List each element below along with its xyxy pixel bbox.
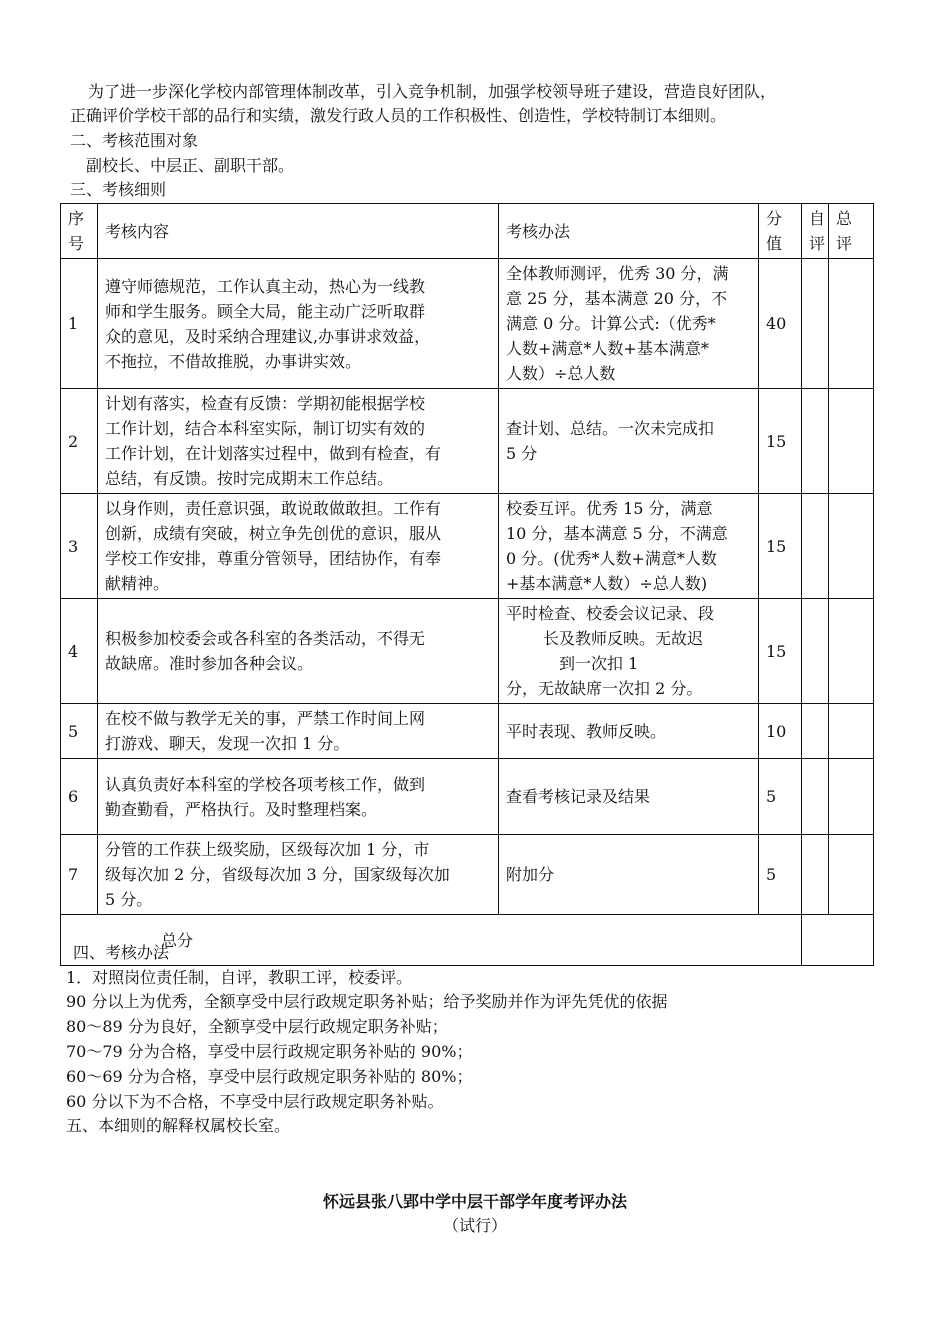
table-row xyxy=(61,835,874,915)
row-self-eval[interactable] xyxy=(802,835,829,915)
row-method: 全体教师测评，优秀 30 分，满 意 25 分，基本满意 20 分，不 满意 0 分。计算公式:（优秀* 人数+满意*人数+基本满意* 人数）÷总人数 xyxy=(499,259,759,389)
row-score: 5 xyxy=(759,835,802,915)
row-method: 平时检查、校委会议记录、段 长及教师反映。无故迟 到一次扣 1 分，无故缺席一次扣 2 分。 xyxy=(499,599,759,704)
row-score: 10 xyxy=(759,704,802,759)
row-index: 6 xyxy=(61,759,98,835)
row-self-eval[interactable] xyxy=(802,759,829,835)
header-self-eval: 自 评 xyxy=(802,204,829,259)
row-content: 遵守师德规范，工作认真主动，热心为一线教 师和学生服务。顾全大局，能主动广泛听取群 众的意见，及时采纳合理建议,办事讲求效益， 不拖拉，不借故推脱，办事讲实效。 xyxy=(98,259,499,389)
section4-heading: 四、考核办法 xyxy=(73,943,170,962)
total-label: 总分 xyxy=(61,915,802,966)
row-score: 15 xyxy=(759,389,802,494)
row-total-eval[interactable] xyxy=(829,389,874,494)
table-row xyxy=(61,389,874,494)
row-index: 5 xyxy=(61,704,98,759)
row-score: 15 xyxy=(759,494,802,599)
header-total-eval: 总 评 xyxy=(829,204,874,259)
section4-line-4: 70～79 分为合格，享受中层行政规定职务补贴的 90%； xyxy=(66,1042,473,1061)
document-subtitle: （试行） xyxy=(442,1216,507,1235)
total-value-cell[interactable] xyxy=(802,915,874,966)
header-content: 考核内容 xyxy=(98,204,499,259)
row-index: 1 xyxy=(61,259,98,389)
row-score: 40 xyxy=(759,259,802,389)
row-score: 5 xyxy=(759,759,802,835)
row-method: 校委互评。优秀 15 分，满意 10 分，基本满意 5 分，不满意 0 分。(优秀*人数+满意*人数 +基本满意*人数）÷总人数) xyxy=(499,494,759,599)
row-total-eval[interactable] xyxy=(829,259,874,389)
section4-line-2: 90 分以上为优秀，全额享受中层行政规定职务补贴；给予奖励并作为评先凭优的依据 xyxy=(66,992,668,1011)
row-total-eval[interactable] xyxy=(829,599,874,704)
section5-heading: 五、本细则的解释权属校长室。 xyxy=(66,1116,291,1135)
row-self-eval[interactable] xyxy=(802,389,829,494)
section4-line-6: 60 分以下为不合格，不享受中层行政规定职务补贴。 xyxy=(66,1092,444,1111)
section2-body: 副校长、中层正、副职干部。 xyxy=(86,156,295,175)
row-content: 在校不做与教学无关的事，严禁工作时间上网 打游戏、聊天，发现一次扣 1 分。 xyxy=(98,704,499,759)
row-content: 积极参加校委会或各科室的各类活动，不得无 故缺席。准时参加各种会议。 xyxy=(98,599,499,704)
table-row xyxy=(61,759,874,835)
row-index: 2 xyxy=(61,389,98,494)
intro-line-2: 正确评价学校干部的品行和实绩，激发行政人员的工作积极性、创造性，学校特制订本细则。 xyxy=(70,106,727,125)
assessment-table xyxy=(60,203,874,966)
row-method: 附加分 xyxy=(499,835,759,915)
row-self-eval[interactable] xyxy=(802,259,829,389)
row-content: 认真负责好本科室的学校各项考核工作，做到 勤查勤看，严格执行。及时整理档案。 xyxy=(98,759,499,835)
table-header-row xyxy=(61,204,874,259)
section4-line-1: 1．对照岗位责任制，自评，教职工评，校委评。 xyxy=(66,968,413,987)
section2-heading: 二、考核范围对象 xyxy=(70,131,199,150)
header-index: 序 号 xyxy=(61,204,98,259)
row-total-eval[interactable] xyxy=(829,704,874,759)
header-method: 考核办法 xyxy=(499,204,759,259)
row-content: 分管的工作获上级奖励，区级每次加 1 分，市 级每次加 2 分，省级每次加 3 分，国家级每次加 5 分。 xyxy=(98,835,499,915)
row-score: 15 xyxy=(759,599,802,704)
table-row xyxy=(61,259,874,389)
row-method: 查看考核记录及结果 xyxy=(499,759,759,835)
row-method: 查计划、总结。一次未完成扣 5 分 xyxy=(499,389,759,494)
table-total-row xyxy=(61,915,874,966)
table-row xyxy=(61,599,874,704)
row-index: 4 xyxy=(61,599,98,704)
row-method: 平时表现、教师反映。 xyxy=(499,704,759,759)
row-total-eval[interactable] xyxy=(829,759,874,835)
intro-line-1: 为了进一步深化学校内部管理体制改革，引入竞争机制，加强学校领导班子建设，营造良好团队， xyxy=(88,82,777,101)
row-index: 3 xyxy=(61,494,98,599)
header-score: 分 值 xyxy=(759,204,802,259)
row-content: 以身作则，责任意识强，敢说敢做敢担。工作有 创新，成绩有突破，树立争先创优的意识，服从 学校工作安排，尊重分管领导，团结协作，有奉 献精神。 xyxy=(98,494,499,599)
row-total-eval[interactable] xyxy=(829,494,874,599)
table-row xyxy=(61,704,874,759)
section3-heading: 三、考核细则 xyxy=(70,180,167,199)
row-content: 计划有落实，检查有反馈：学期初能根据学校 工作计划，结合本科室实际，制订切实有效的 工作计划，在计划落实过程中，做到有检查，有 总结，有反馈。按时完成期末工作总结。 xyxy=(98,389,499,494)
document-title: 怀远县张八郢中学中层干部学年度考评办法 xyxy=(322,1192,627,1211)
row-self-eval[interactable] xyxy=(802,599,829,704)
row-total-eval[interactable] xyxy=(829,835,874,915)
row-index: 7 xyxy=(61,835,98,915)
row-self-eval[interactable] xyxy=(802,704,829,759)
row-self-eval[interactable] xyxy=(802,494,829,599)
table-row xyxy=(61,494,874,599)
section4-line-3: 80～89 分为良好，全额享受中层行政规定职务补贴； xyxy=(66,1017,448,1036)
section4-line-5: 60～69 分为合格，享受中层行政规定职务补贴的 80%； xyxy=(66,1067,473,1086)
